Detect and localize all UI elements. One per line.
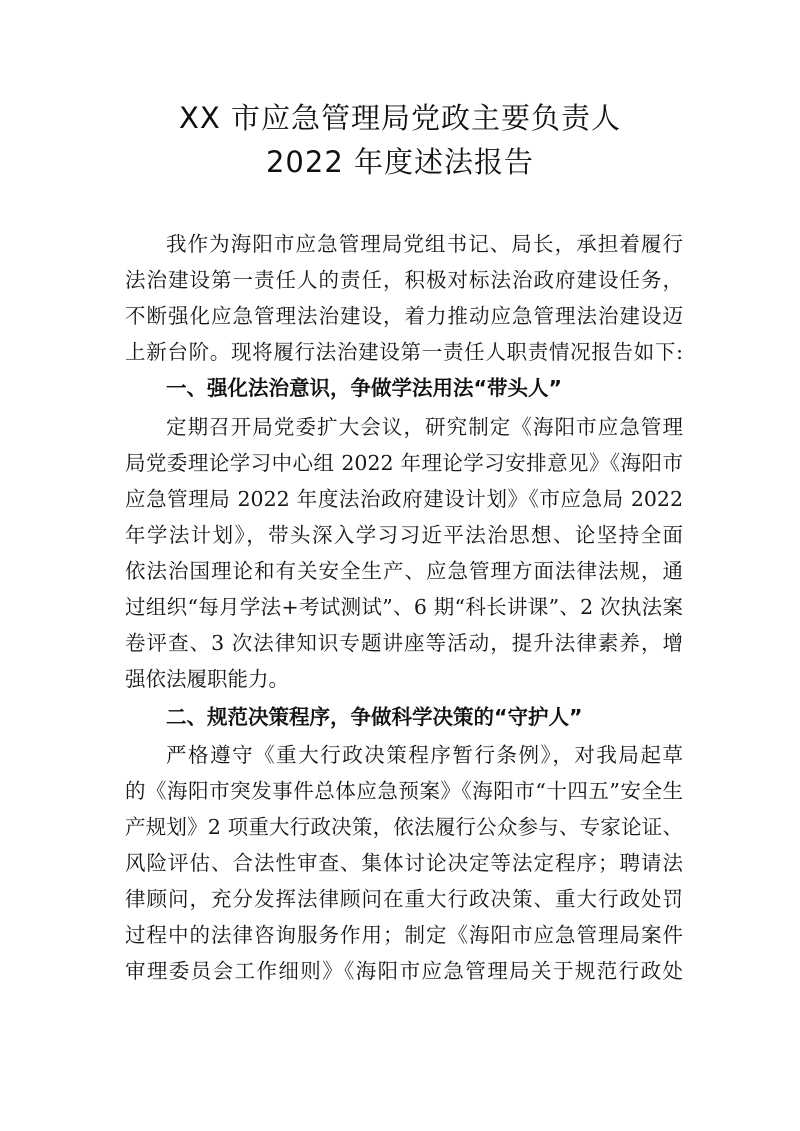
intro-line-2: 法治建设第一责任人的责任，积极对标法治政府建设任务，	[125, 268, 683, 292]
section-1-line-2: 局党委理论学习中心组 2022 年理论学习安排意见》《海阳市	[125, 451, 683, 475]
intro-line-4: 上新台阶。现将履行法治建设第一责任人职责情况报告如下:	[125, 340, 683, 364]
section-1-heading: 一、强化法治意识，争做学法用法“带头人”	[166, 376, 562, 400]
section-2-line-7: 审理委员会工作细则》《海阳市应急管理局关于规范行政处	[125, 959, 683, 983]
intro-line-3: 不断强化应急管理法治建设，着力推动应急管理法治建设迈	[125, 304, 683, 328]
section-1-line-5: 依法治国理论和有关安全生产、应急管理方面法律法规，通	[125, 559, 683, 583]
section-2-line-6: 过程中的法律咨询服务作用；制定《海阳市应急管理局案件	[125, 923, 683, 947]
section-2-line-4: 风险评估、合法性审查、集体讨论决定等法定程序；聘请法	[125, 851, 683, 875]
document-title-line-2: 2022 年度述法报告	[265, 145, 535, 179]
section-1-line-3: 应急管理局 2022 年度法治政府建设计划》《市应急局 2022	[125, 487, 683, 511]
section-2-line-3: 产规划》2 项重大行政决策，依法履行公众参与、专家论证、	[125, 815, 683, 839]
section-2-line-2: 的《海阳市突发事件总体应急预案》《海阳市“十四五”安全生	[125, 779, 683, 803]
section-1-line-1: 定期召开局党委扩大会议，研究制定《海阳市应急管理	[166, 415, 683, 439]
document-title-line-1: XX 市应急管理局党政主要负责人	[179, 101, 621, 135]
section-2-line-1: 严格遵守《重大行政决策程序暂行条例》，对我局起草	[166, 743, 683, 767]
section-2-heading: 二、规范决策程序，争做科学决策的“守护人”	[166, 705, 583, 729]
intro-line-1: 我作为海阳市应急管理局党组书记、局长，承担着履行	[166, 232, 683, 256]
section-1-line-8: 强依法履职能力。	[125, 667, 289, 691]
section-1-line-6: 过组织“每月学法+考试测试”、6 期“科长讲课”、2 次执法案	[125, 595, 683, 619]
section-1-line-7: 卷评查、3 次法律知识专题讲座等活动，提升法律素养，增	[125, 631, 683, 655]
section-1-line-4: 年学法计划》，带头深入学习习近平法治思想、论坚持全面	[125, 523, 683, 547]
section-2-line-5: 律顾问，充分发挥法律顾问在重大行政决策、重大行政处罚	[125, 887, 683, 911]
